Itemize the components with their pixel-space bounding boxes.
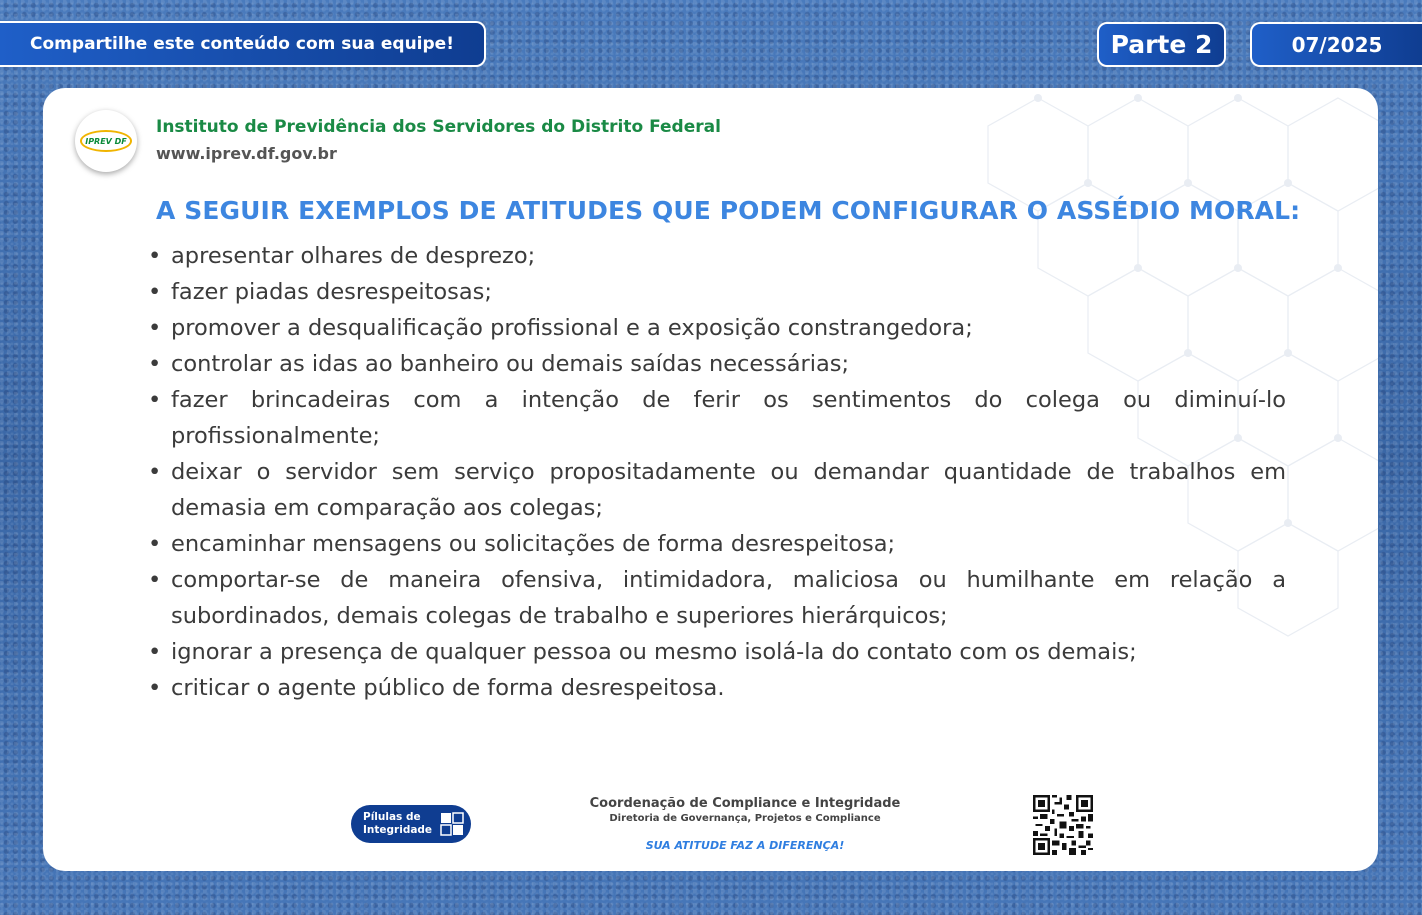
examples-list <box>148 238 1286 706</box>
share-banner <box>0 21 486 67</box>
list-item: • ignorar a presença de qualquer pessoa ou mesmo isolá-la do contato com os demais; <box>148 634 1286 670</box>
directorate-name: Diretoria de Governança, Projetos e Compliance <box>609 813 881 824</box>
list-item: • fazer brincadeiras com a intenção de ferir os sentimentos do colega ou diminuí-lo profissionalmente; <box>148 382 1286 454</box>
slogan: SUA ATITUDE FAZ A DIFERENÇA! <box>645 839 845 852</box>
list-item: • promover a desqualificação profissional e a exposição constrangedora; <box>148 310 1286 346</box>
footer-info <box>545 796 945 852</box>
iprev-logo <box>75 110 137 172</box>
badge-line-2: Integridade <box>363 824 433 836</box>
page-title: A SEGUIR EXEMPLOS DE ATITUDES QUE PODEM CONFIGURAR O ASSÉDIO MORAL: <box>156 196 1301 225</box>
list-item: • criticar o agente público de forma desrespeitosa. <box>148 670 1286 706</box>
content-card <box>43 88 1378 871</box>
share-banner-text: Compartilhe este conteúdo com sua equipe! <box>30 34 454 54</box>
qr-code-icon[interactable] <box>1033 795 1093 855</box>
institute-url[interactable]: www.iprev.df.gov.br <box>156 144 337 163</box>
list-item: • controlar as idas ao banheiro ou demais saídas necessárias; <box>148 346 1286 382</box>
date-badge: 07/2025 <box>1250 22 1422 67</box>
pilulas-integridade-badge <box>351 805 471 843</box>
list-item: • fazer piadas desrespeitosas; <box>148 274 1286 310</box>
badge-text <box>363 811 432 837</box>
iprev-logo-text: IPREV DF <box>80 130 132 152</box>
list-item: • comportar-se de maneira ofensiva, intimidadora, maliciosa ou humilhante em relação a subordinados, demais colegas de trabalho e superiores hierárquicos; <box>148 562 1286 634</box>
part-badge: Parte 2 <box>1097 22 1226 67</box>
list-item: • apresentar olhares de desprezo; <box>148 238 1286 274</box>
institute-name: Instituto de Previdência dos Servidores do Distrito Federal <box>156 117 721 137</box>
list-item: • deixar o servidor sem serviço propositadamente ou demandar quantidade de trabalhos em demasia em comparação aos colegas; <box>148 454 1286 526</box>
puzzle-icon <box>440 812 464 836</box>
list-item: • encaminhar mensagens ou solicitações de forma desrespeitosa; <box>148 526 1286 562</box>
coordination-name: Coordenação de Compliance e Integridade <box>589 796 901 811</box>
badge-line-1: Pílulas de <box>363 811 421 823</box>
